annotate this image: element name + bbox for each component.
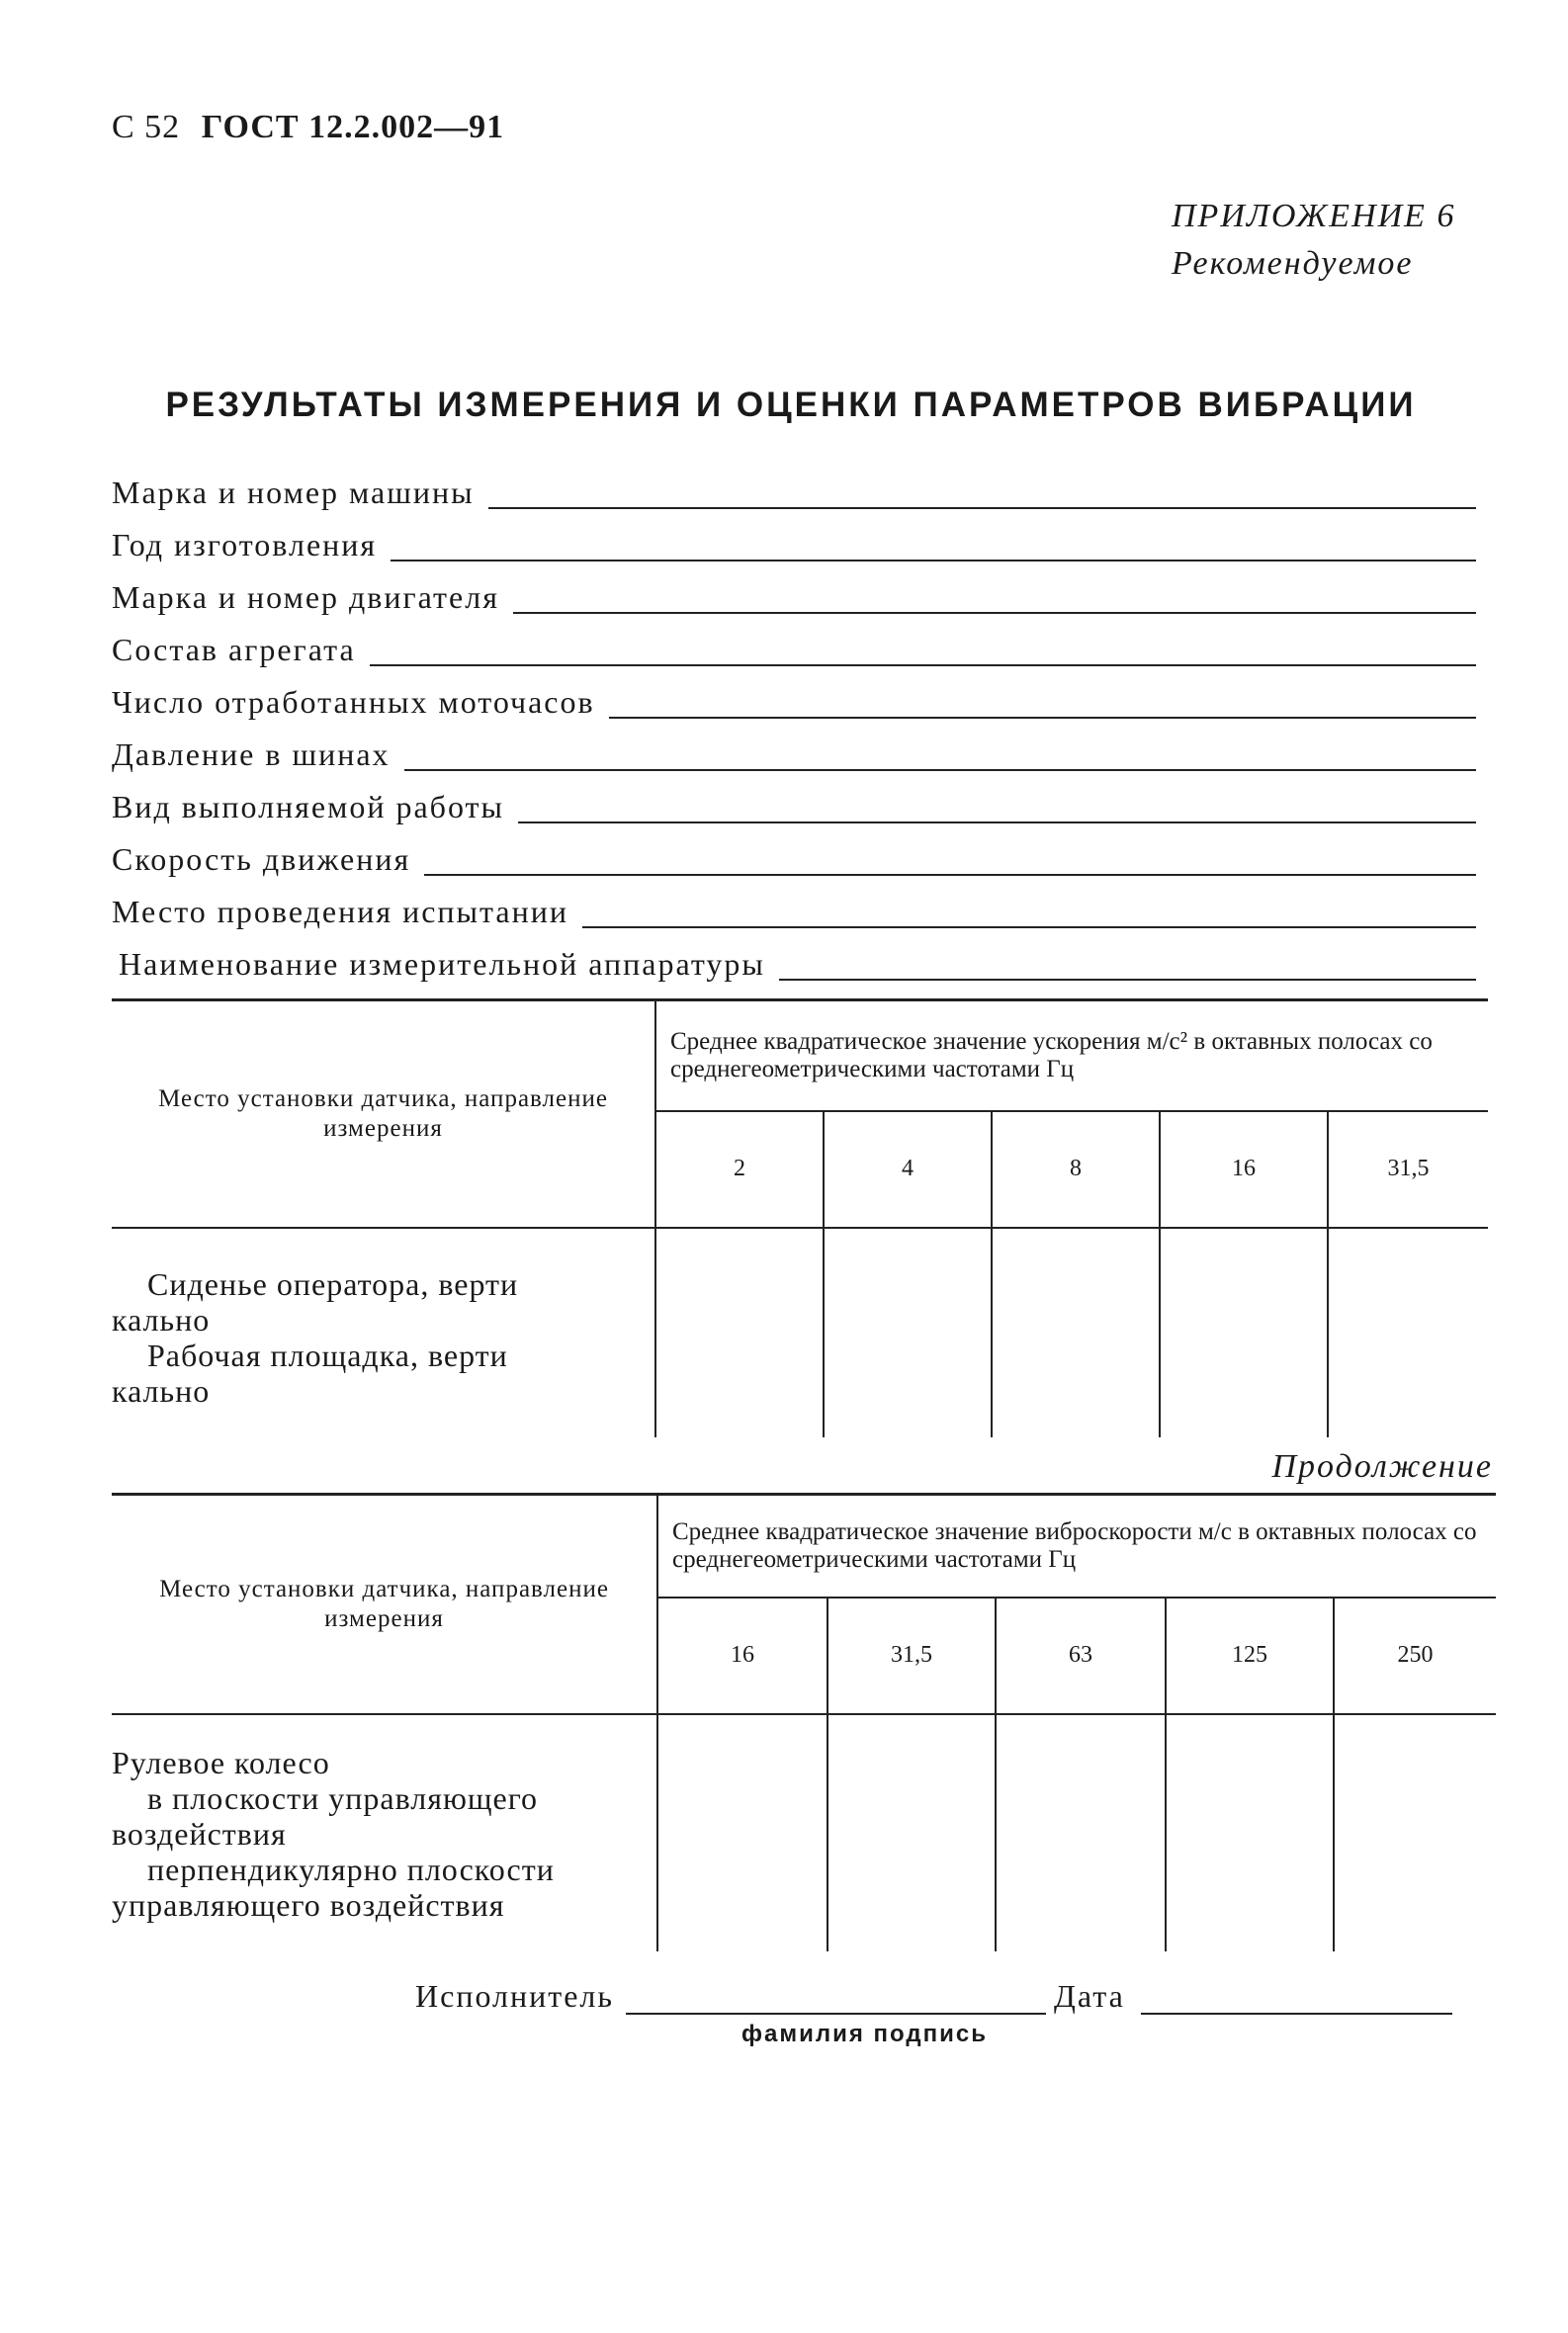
field-label: Место проведения испытании [112,894,568,929]
acceleration-table [112,998,1488,1437]
field-label: Год изготовления [112,527,378,562]
executor-label: Исполнитель [415,1978,614,2014]
page-code: С 52 [112,109,181,145]
velocity-table [112,1493,1496,1951]
velocity-group-header: Среднее квадратическое значение виброскорости м/с в октавных полосах со среднегеометрическими частотами Гц [657,1495,1496,1598]
location-row-label-cont: воздействия [112,1815,287,1852]
frequency-header: 250 [1334,1598,1496,1714]
appendix-status: Рекомендуемое [1172,245,1414,282]
location-row-label: Рулевое колесо [112,1744,330,1780]
location-header: Место установки датчика, направление измерения [112,1000,655,1228]
value-cell[interactable] [1160,1228,1328,1437]
fill-line[interactable] [370,635,1476,666]
field-label: Скорость движения [112,841,411,877]
measurement-locations [112,1228,655,1437]
field-tire-pressure [112,732,1476,771]
signature-caption: фамилия подпись [741,2021,988,2047]
field-label: Состав агрегата [112,632,356,667]
value-cell[interactable] [824,1228,992,1437]
field-work-type [112,784,1476,823]
field-year [112,522,1476,562]
value-cell[interactable] [655,1228,824,1437]
field-speed [112,836,1476,876]
fill-line[interactable] [609,687,1476,719]
location-row-label-cont: управляющего воздействия [112,1886,505,1923]
frequency-header: 16 [1160,1111,1328,1228]
frequency-header: 2 [655,1111,824,1228]
executor-line[interactable] [626,1983,1046,2015]
frequency-header: 4 [824,1111,992,1228]
fill-line[interactable] [779,949,1476,981]
fill-line[interactable] [404,739,1476,771]
document-title: РЕЗУЛЬТАТЫ ИЗМЕРЕНИЯ И ОЦЕНКИ ПАРАМЕТРОВ ВИБРАЦИИ [165,386,1417,424]
value-cell[interactable] [996,1714,1166,1951]
fill-line[interactable] [582,897,1476,928]
value-cell[interactable] [992,1228,1160,1437]
field-label: Наименование измерительной аппаратуры [119,946,765,982]
location-header: Место установки датчика, направление измерения [112,1495,657,1714]
field-label: Число отработанных моточасов [112,684,595,720]
frequency-header: 16 [657,1598,828,1714]
continued-label: Продолжение [1271,1448,1493,1485]
location-row-label-cont: кально [112,1372,211,1409]
fill-line[interactable] [518,792,1476,823]
page-header [112,109,504,146]
frequency-header: 63 [996,1598,1166,1714]
field-equipment [119,941,1476,981]
fill-line[interactable] [424,844,1476,876]
field-label: Марка и номер машины [112,475,475,510]
location-row-label: в плоскости управляющего [147,1779,539,1816]
field-label: Давление в шинах [112,736,391,772]
measurement-locations [112,1714,657,1951]
field-hours [112,679,1476,719]
value-cell[interactable] [1166,1714,1334,1951]
fill-line[interactable] [391,530,1476,562]
signature-block [415,1975,1483,2015]
standard-number: ГОСТ 12.2.002—91 [201,109,505,145]
appendix-label: ПРИЛОЖЕНИЕ 6 [1172,198,1456,234]
field-unit [112,627,1476,666]
location-row-label: перпендикулярно плоскости [147,1851,555,1887]
frequency-header: 31,5 [1328,1111,1488,1228]
field-test-place [112,889,1476,928]
fill-line[interactable] [488,477,1476,509]
value-cell[interactable] [657,1714,828,1951]
value-cell[interactable] [828,1714,996,1951]
field-label: Вид выполняемой работы [112,789,504,824]
field-engine [112,574,1476,614]
frequency-header: 125 [1166,1598,1334,1714]
value-cell[interactable] [1334,1714,1496,1951]
location-row-label: Рабочая площадка, верти [147,1337,508,1373]
fill-line[interactable] [513,582,1476,614]
date-label: Дата [1053,1978,1125,2014]
location-row-label: Сиденье оператора, верти [147,1265,519,1302]
acceleration-group-header: Среднее квадратическое значение ускорения м/с² в октавных полосах со среднегеометрическими частотами Гц [655,1000,1488,1111]
value-cell[interactable] [1328,1228,1488,1437]
date-line[interactable] [1141,1983,1452,2015]
frequency-header: 8 [992,1111,1160,1228]
frequency-header: 31,5 [828,1598,996,1714]
field-label: Марка и номер двигателя [112,579,499,615]
appendix-block [1172,193,1498,288]
field-machine [112,470,1476,509]
location-row-label-cont: кально [112,1301,211,1338]
